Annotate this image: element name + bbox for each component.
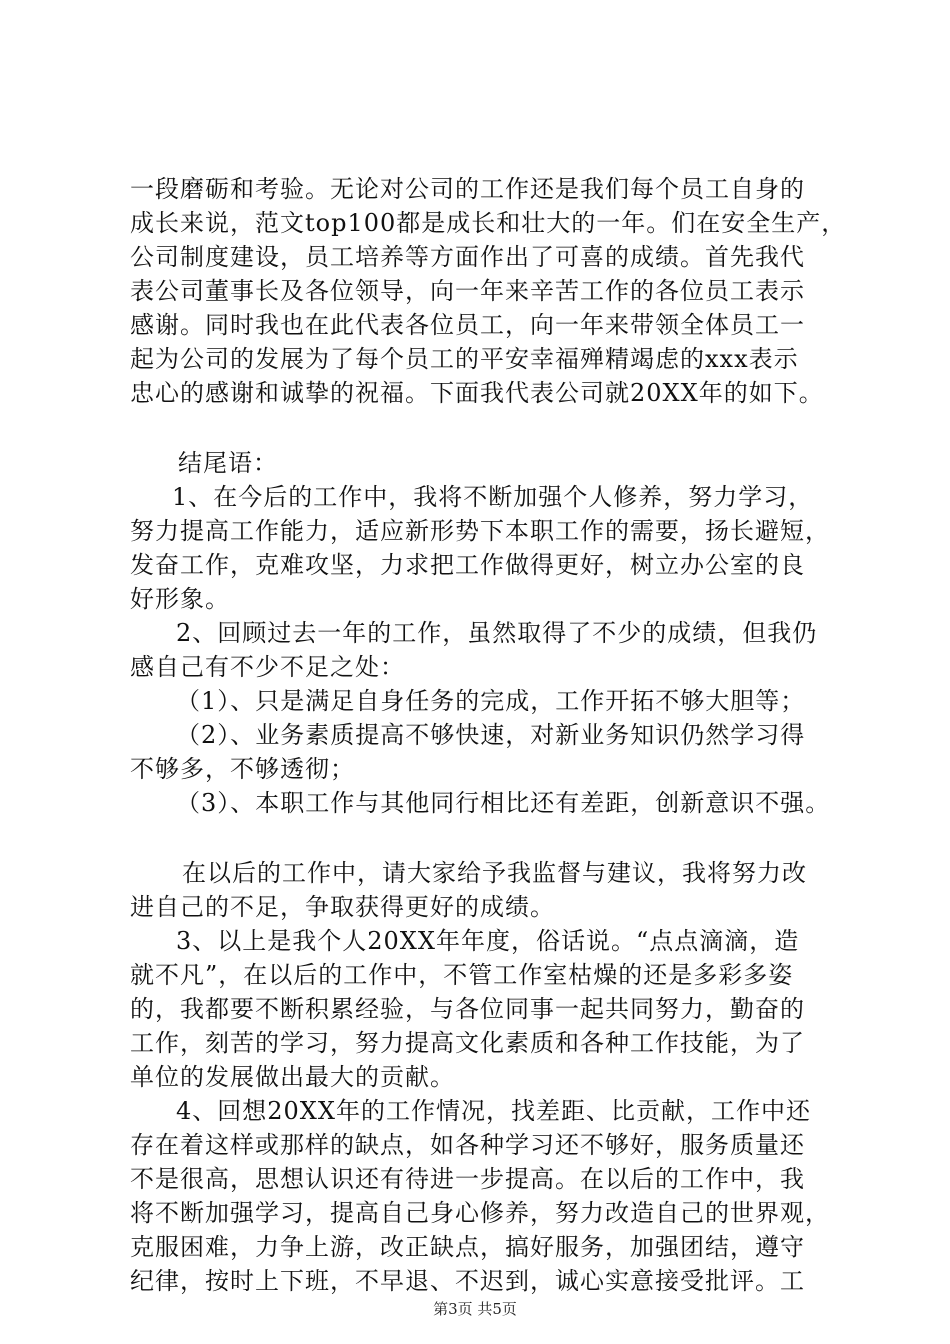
paragraph-line: 发奋工作，克难攻坚，力求把工作做得更好，树立办公室的良: [130, 551, 805, 579]
list-item: （2）、业务素质提高不够快速，对新业务知识仍然学习得: [176, 721, 806, 749]
paragraph-line: 努力提高工作能力，适应新形势下本职工作的需要，扬长避短，: [130, 517, 830, 545]
paragraph-line: 成长来说，范文top100都是成长和壮大的一年。们在安全生产，: [130, 209, 847, 237]
list-item: （1）、只是满足自身任务的完成，工作开拓不够大胆等；: [176, 687, 806, 715]
paragraph-line: 就不凡”，在以后的工作中，不管工作室枯燥的还是多彩多姿: [130, 961, 794, 989]
paragraph-line: 2、回顾过去一年的工作，虽然取得了不少的成绩，但我仍: [176, 619, 818, 647]
paragraph-line: 感谢。同时我也在此代表各位员工，向一年来带领全体员工一: [130, 311, 805, 339]
paragraph-line: 忠心的感谢和诚挚的祝福。下面我代表公司就20XX年的如下。: [130, 379, 824, 407]
paragraph-line: 感自己有不少不足之处：: [130, 653, 405, 681]
paragraph-line: 3、以上是我个人20XX年年度，俗话说。“点点滴滴，造: [176, 927, 800, 955]
page-footer: 第3页 共5页: [433, 1300, 517, 1318]
section-heading: 结尾语：: [178, 449, 278, 477]
paragraph-line: 进自己的不足，争取获得更好的成绩。: [130, 893, 555, 921]
paragraph-line: 表公司董事长及各位领导，向一年来辛苦工作的各位员工表示: [130, 277, 805, 305]
paragraph-line: 不够多，不够透彻；: [130, 755, 355, 783]
paragraph-line: 将不断加强学习，提高自己身心修养，努力改造自己的世界观，: [130, 1199, 830, 1227]
paragraph-line: 单位的发展做出最大的贡献。: [130, 1063, 455, 1091]
paragraph-line: 不是很高，思想认识还有待进一步提高。在以后的工作中，我: [130, 1165, 805, 1193]
paragraph-line: 纪律，按时上下班，不早退、不迟到，诚心实意接受批评。工: [130, 1267, 805, 1295]
paragraph-line: 存在着这样或那样的缺点，如各种学习还不够好，服务质量还: [130, 1131, 805, 1159]
paragraph-line: 的，我都要不断积累经验，与各位同事一起共同努力，勤奋的: [130, 995, 805, 1023]
list-item: （3）、本职工作与其他同行相比还有差距，创新意识不强。: [176, 789, 831, 817]
paragraph-line: 起为公司的发展为了每个员工的平安幸福殚精竭虑的xxx表示: [130, 345, 799, 373]
paragraph-line: 4、回想20XX年的工作情况，找差距、比贡献，工作中还: [176, 1097, 811, 1125]
paragraph-line: 公司制度建设，员工培养等方面作出了可喜的成绩。首先我代: [130, 243, 805, 271]
paragraph-line: 1、在今后的工作中，我将不断加强个人修养，努力学习，: [172, 483, 814, 511]
paragraph-line: 一段磨砺和考验。无论对公司的工作还是我们每个员工自身的: [130, 175, 805, 203]
paragraph-line: 好形象。: [130, 585, 230, 613]
paragraph-line: 在以后的工作中，请大家给予我监督与建议，我将努力改: [182, 859, 807, 887]
paragraph-line: 克服困难，力争上游，改正缺点，搞好服务，加强团结，遵守: [130, 1233, 805, 1261]
paragraph-line: 工作，刻苦的学习，努力提高文化素质和各种工作技能，为了: [130, 1029, 805, 1057]
